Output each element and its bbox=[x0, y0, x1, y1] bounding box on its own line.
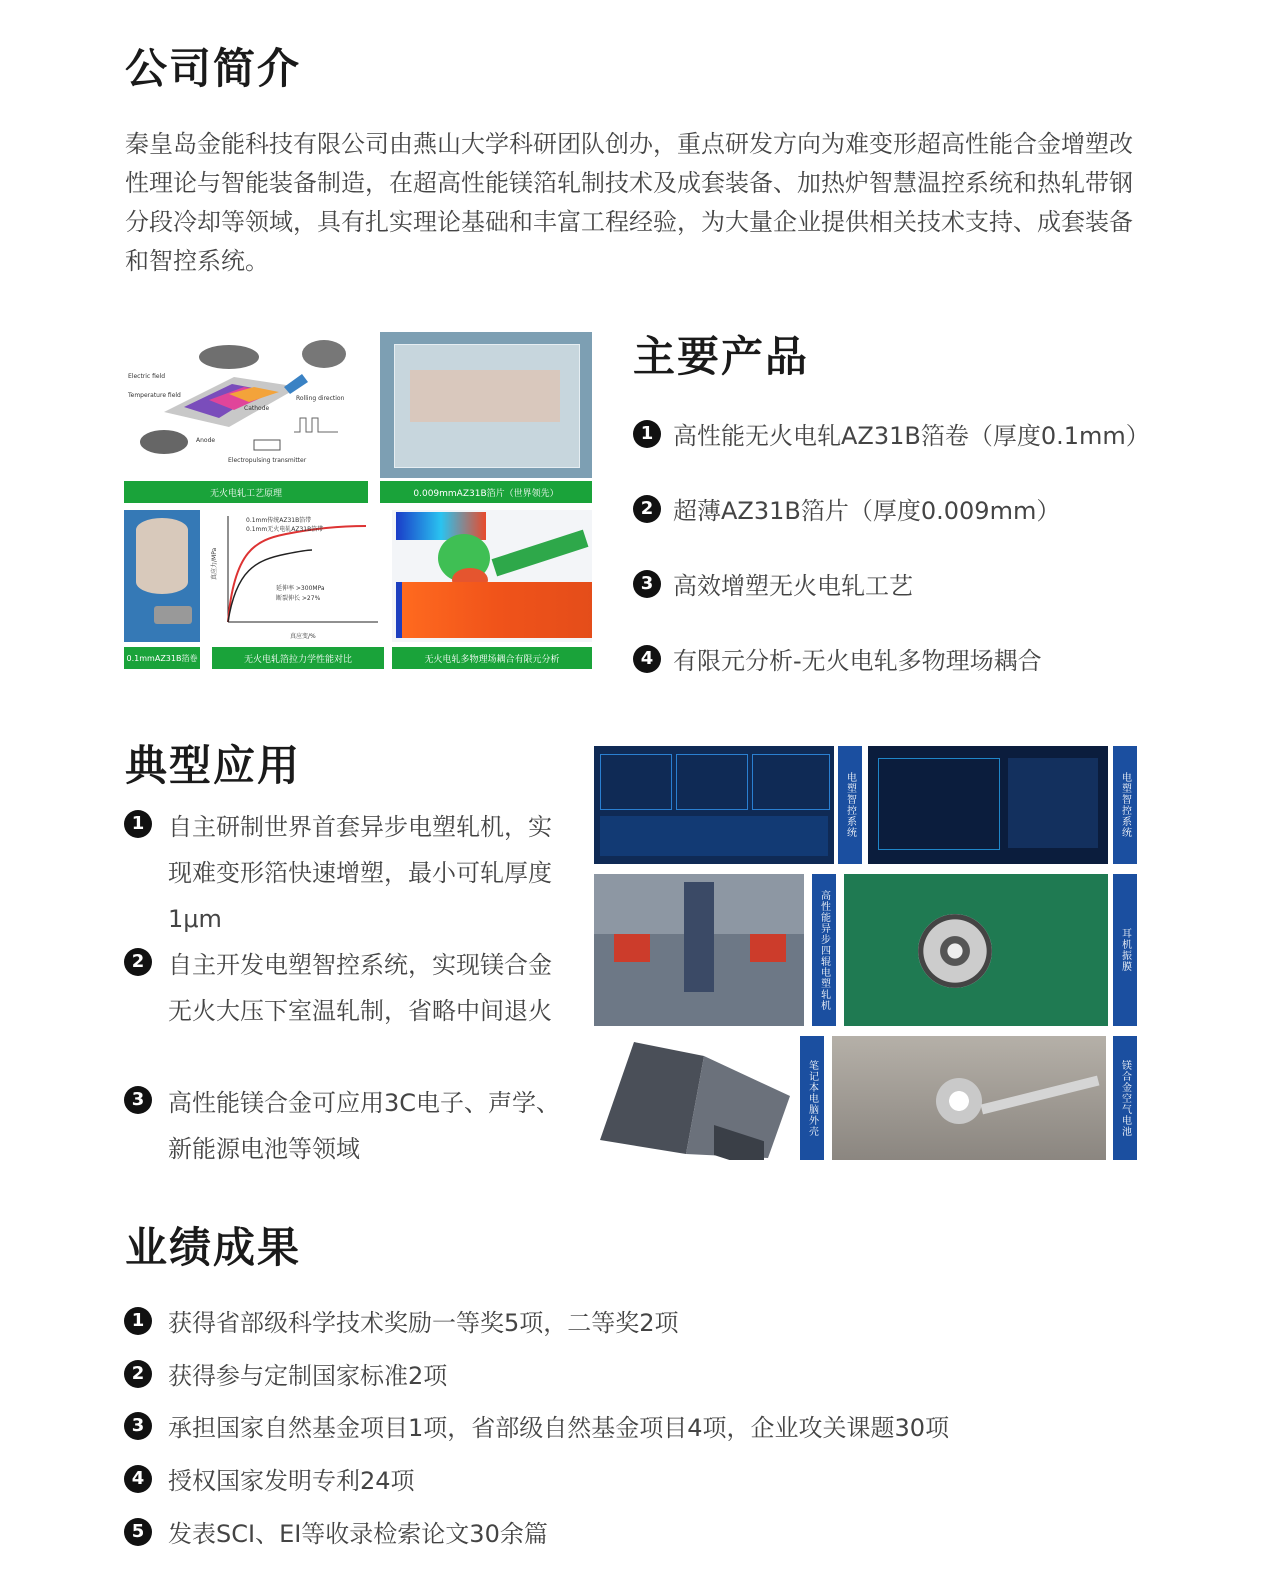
mill-motor-left bbox=[614, 934, 650, 962]
fem-heat-map bbox=[396, 582, 592, 638]
stress-strain-chart bbox=[206, 510, 384, 642]
label-control-system-2: 电塑智控系统 bbox=[1113, 746, 1137, 864]
product-item bbox=[633, 416, 1150, 451]
product-item bbox=[633, 566, 913, 601]
product-item bbox=[633, 641, 1042, 676]
control-ui-screenshot-2 bbox=[868, 746, 1108, 864]
number-badge-1: 1 bbox=[124, 810, 152, 838]
foil-coil bbox=[136, 518, 188, 594]
tweezers bbox=[981, 1076, 1100, 1115]
number-badge-1: 1 bbox=[633, 420, 661, 448]
achievements-title: 业绩成果 bbox=[125, 1223, 302, 1272]
caption-fem: 无火电轧多物理场耦合有限元分析 bbox=[392, 647, 592, 669]
diaphragm bbox=[918, 914, 992, 988]
achievement-item bbox=[124, 1514, 548, 1549]
product-item bbox=[633, 491, 1060, 526]
coil-holder bbox=[154, 606, 192, 624]
battery-disc bbox=[936, 1078, 982, 1124]
number-badge-5: 5 bbox=[124, 1518, 152, 1546]
diagram-label-transmitter: Electropulsing transmitter bbox=[228, 457, 307, 464]
products-title: 主要产品 bbox=[633, 332, 810, 381]
ui-schematic bbox=[878, 758, 1000, 850]
stress-strain-chart-art bbox=[206, 510, 384, 642]
application-item bbox=[124, 804, 573, 942]
application-text: 高性能镁合金可应用3C电子、声学、新能源电池等领域 bbox=[168, 1089, 561, 1163]
label-battery: 镁合金空气电池 bbox=[1113, 1036, 1137, 1160]
achievement-text: 发表SCI、EI等收录检索论文30余篇 bbox=[168, 1520, 548, 1548]
diaphragm-photo bbox=[844, 874, 1108, 1026]
diagram-label-cathode: Cathode bbox=[244, 405, 270, 412]
ui-chart-panel bbox=[600, 754, 672, 810]
foil-sheet-photo bbox=[380, 332, 592, 478]
achievement-text: 承担国家自然基金项目1项，省部级自然基金项目4项，企业攻关课题30项 bbox=[168, 1414, 950, 1442]
application-text: 自主开发电塑智控系统，实现镁合金无火大压下室温轧制，省略中间退火 bbox=[168, 951, 552, 1025]
achievement-item bbox=[124, 1356, 447, 1391]
applications-title: 典型应用 bbox=[125, 741, 302, 790]
number-badge-4: 4 bbox=[124, 1465, 152, 1493]
ui-machine-view bbox=[600, 816, 828, 856]
chart-legend-traditional: 0.1mm传统AZ31B箔带 bbox=[246, 517, 312, 524]
achievement-item bbox=[124, 1303, 679, 1338]
achievement-text: 获得参与定制国家标准2项 bbox=[168, 1362, 448, 1390]
chart-ylabel: 真应力/MPa bbox=[211, 547, 218, 580]
fem-strip bbox=[492, 530, 589, 577]
product-text: 高性能无火电轧AZ31B箔卷（厚度0.1mm） bbox=[673, 422, 1150, 450]
product-text: 超薄AZ31B箔片（厚度0.009mm） bbox=[673, 497, 1061, 525]
label-laptop: 笔记本电脑外壳 bbox=[800, 1036, 824, 1160]
caption-process: 无火电轧工艺原理 bbox=[124, 481, 368, 503]
number-badge-2: 2 bbox=[124, 1360, 152, 1388]
process-diagram-art bbox=[124, 332, 368, 478]
ui-status-panel bbox=[1008, 758, 1098, 848]
application-item bbox=[124, 1080, 573, 1172]
number-badge-3: 3 bbox=[124, 1412, 152, 1440]
number-badge-2: 2 bbox=[124, 948, 152, 976]
achievement-item bbox=[124, 1408, 949, 1443]
laptop-photo bbox=[594, 1036, 794, 1160]
number-badge-4: 4 bbox=[633, 645, 661, 673]
rolling-mill-photo bbox=[594, 874, 804, 1026]
battery-photo bbox=[832, 1036, 1106, 1160]
achievement-item bbox=[124, 1461, 415, 1496]
application-text: 自主研制世界首套异步电塑轧机，实现难变形箔快速增塑，最小可轧厚度1μm bbox=[168, 813, 552, 933]
caption-chart: 无火电轧箔拉力学性能对比 bbox=[212, 647, 384, 669]
caption-foil-coil: 0.1mmAZ31B箔卷 bbox=[124, 647, 200, 669]
diagram-label-electric: Electric field bbox=[128, 373, 166, 380]
product-text: 高效增塑无火电轧工艺 bbox=[673, 572, 913, 600]
label-rolling-mill: 高性能异步四辊电塑轧机 bbox=[812, 874, 836, 1026]
mill-motor-right bbox=[750, 934, 786, 962]
number-badge-1: 1 bbox=[124, 1307, 152, 1335]
diagram-label-anode: Anode bbox=[196, 437, 216, 444]
achievement-text: 获得省部级科学技术奖励一等奖5项，二等奖2项 bbox=[168, 1309, 679, 1337]
label-control-system-1: 电塑智控系统 bbox=[838, 746, 862, 864]
achievement-text: 授权国家发明专利24项 bbox=[168, 1467, 415, 1495]
ui-chart-panel bbox=[752, 754, 830, 810]
intro-body: 秦皇岛金能科技有限公司由燕山大学科研团队创办，重点研发方向为难变形超高性能合金增塑改性理论与智能装备制造，在超高性能镁箔轧制技术及成套装备、加热炉智慧温控系统和热轧带钢分段冷却等领域，具有扎实理论基础和丰富工程经验，为大量企业提供相关技术支持、成套装备和智控系统。 bbox=[125, 130, 1133, 275]
chart-annotation-strength: 延伸率 >300MPa bbox=[276, 585, 325, 592]
chart-annotation-elongation: 断裂伸长 >27% bbox=[276, 595, 321, 602]
intro-title: 公司简介 bbox=[125, 44, 302, 93]
application-item bbox=[124, 942, 573, 1034]
foil-sheet bbox=[410, 370, 560, 422]
ui-chart-panel bbox=[676, 754, 748, 810]
mill-stand bbox=[684, 882, 714, 992]
chart-xlabel: 真应变/% bbox=[290, 633, 316, 640]
number-badge-3: 3 bbox=[124, 1086, 152, 1114]
fem-simulation bbox=[392, 510, 592, 642]
diagram-label-temperature: Temperature field bbox=[128, 392, 181, 399]
product-text: 有限元分析-无火电轧多物理场耦合 bbox=[673, 647, 1042, 675]
label-diaphragm: 耳机振膜 bbox=[1113, 874, 1137, 1026]
laptop-art bbox=[594, 1036, 794, 1160]
caption-foil-sheet: 0.009mmAZ31B箔片（世界领先） bbox=[380, 481, 592, 503]
diagram-label-rolling: Rolling direction bbox=[296, 395, 345, 402]
foil-coil-photo bbox=[124, 510, 200, 642]
chart-legend-electro: 0.1mm无火电轧AZ31B箔带 bbox=[246, 526, 324, 533]
control-ui-screenshot-1 bbox=[594, 746, 834, 864]
process-diagram bbox=[124, 332, 368, 478]
number-badge-2: 2 bbox=[633, 495, 661, 523]
number-badge-3: 3 bbox=[633, 570, 661, 598]
